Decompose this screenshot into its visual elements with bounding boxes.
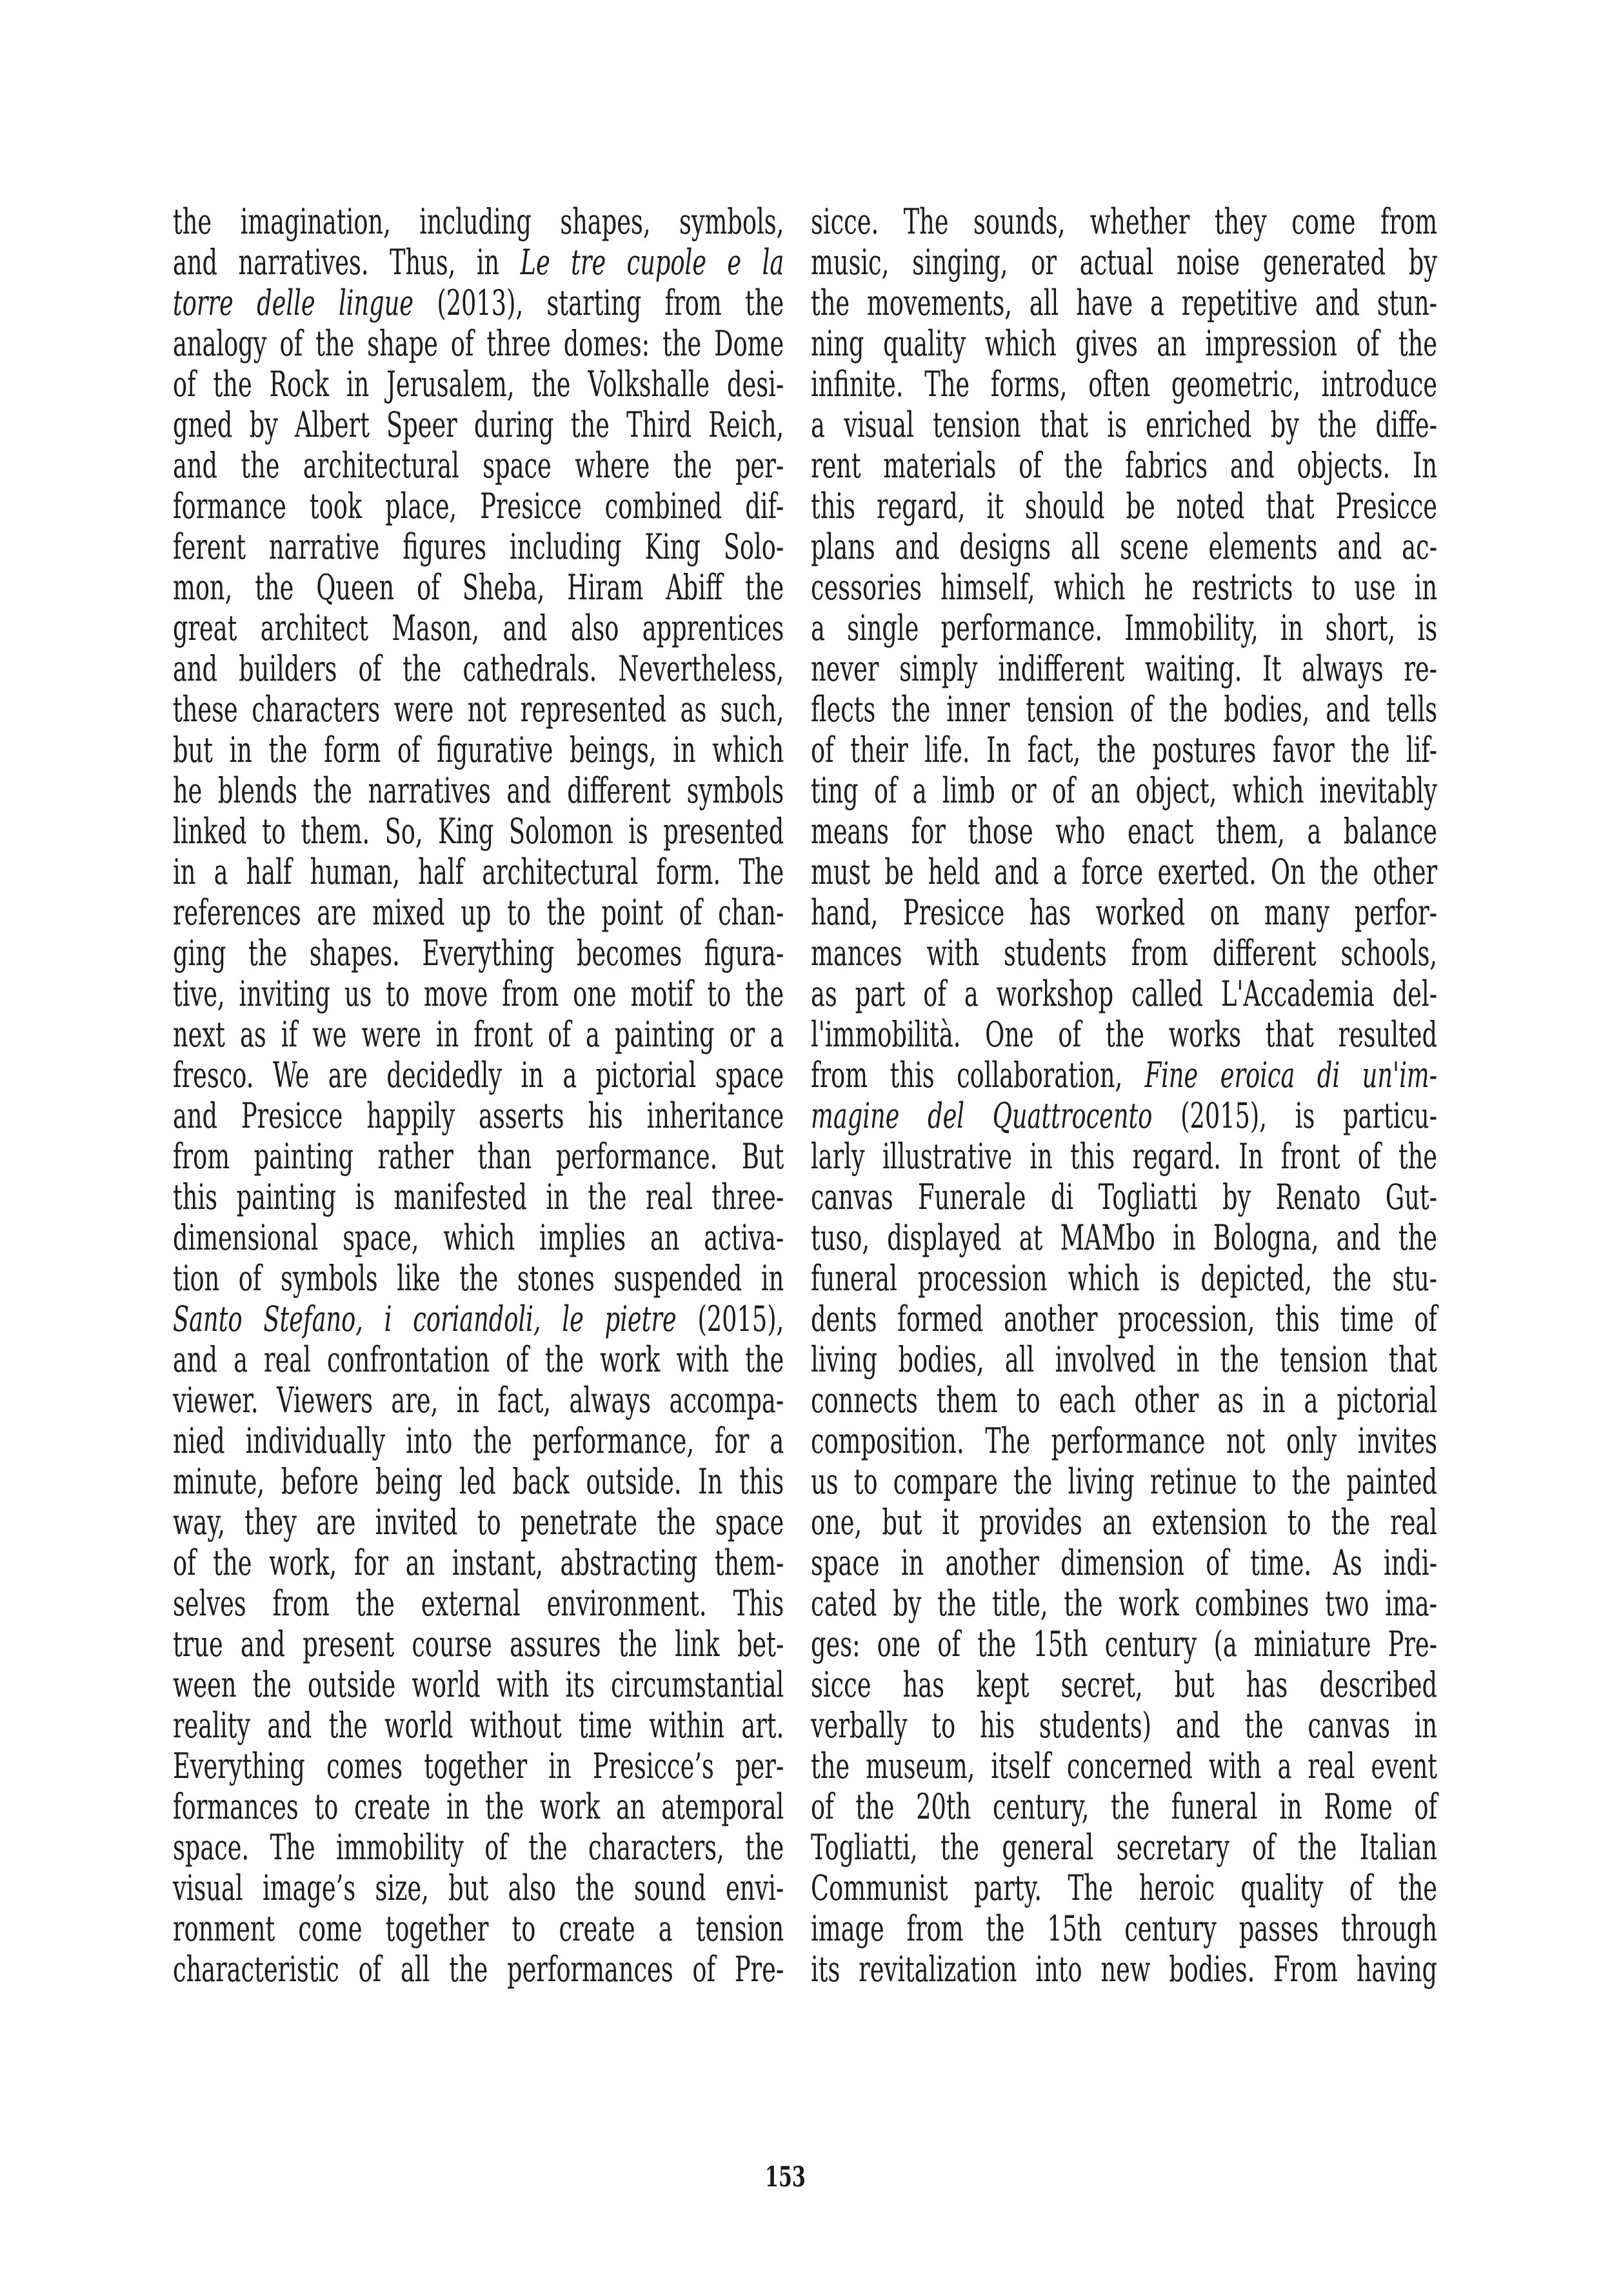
text-segment: of the Rock in Jerusalem, the Volkshalle desi- bbox=[173, 364, 784, 404]
text-line bbox=[173, 1136, 784, 1177]
text-line bbox=[173, 1339, 784, 1380]
text-column-right bbox=[811, 201, 1437, 1990]
text-line bbox=[173, 486, 784, 526]
text-line bbox=[173, 689, 784, 730]
text-line bbox=[811, 811, 1437, 852]
text-segment: and the architectural space where the per- bbox=[173, 445, 784, 486]
text-segment: he blends the narratives and different symbols bbox=[173, 770, 784, 811]
text-line bbox=[173, 242, 784, 283]
text-segment: but in the form of figurative beings, in which bbox=[173, 730, 784, 770]
text-line bbox=[811, 1380, 1437, 1421]
text-segment: true and present course assures the link bet- bbox=[173, 1624, 784, 1664]
page-number: 153 bbox=[765, 2161, 806, 2193]
text-segment: ronment come together to create a tension bbox=[173, 1908, 784, 1949]
text-line bbox=[811, 730, 1437, 770]
text-line bbox=[811, 1177, 1437, 1217]
text-line bbox=[811, 283, 1437, 323]
text-segment: nied individually into the performance, for a bbox=[173, 1421, 784, 1461]
text-segment: of the work, for an instant, abstracting them- bbox=[173, 1542, 784, 1583]
text-line bbox=[811, 1746, 1437, 1786]
text-segment: flects the inner tension of the bodies, and tells bbox=[811, 689, 1438, 730]
text-segment: rent materials of the fabrics and objects. In bbox=[811, 445, 1438, 486]
text-line bbox=[173, 1014, 784, 1055]
text-segment: composition. The performance not only invites bbox=[811, 1421, 1438, 1461]
text-line bbox=[173, 1380, 784, 1421]
text-line bbox=[811, 526, 1437, 567]
text-segment: dimensional space, which implies an activa- bbox=[173, 1217, 784, 1258]
text-segment: tuso, displayed at MAMbo in Bologna, and the bbox=[811, 1217, 1438, 1258]
text-line bbox=[811, 1055, 1437, 1095]
text-segment: space in another dimension of time. As indi- bbox=[811, 1542, 1438, 1583]
text-line bbox=[811, 445, 1437, 486]
text-segment: reality and the world without time within art. bbox=[173, 1705, 784, 1746]
text-line bbox=[811, 1299, 1437, 1339]
text-segment: the museum, itself concerned with a real event bbox=[811, 1746, 1438, 1786]
text-segment: and narratives. Thus, in bbox=[173, 242, 521, 283]
text-segment: larly illustrative in this regard. In front of the bbox=[811, 1136, 1438, 1177]
text-line bbox=[173, 892, 784, 933]
text-line bbox=[173, 1624, 784, 1664]
text-column-left bbox=[173, 201, 784, 1990]
text-line bbox=[811, 973, 1437, 1014]
text-line bbox=[173, 608, 784, 648]
text-segment: minute, before being led back outside. In this bbox=[173, 1461, 784, 1502]
text-segment: Communist party. The heroic quality of the bbox=[811, 1868, 1438, 1908]
text-line bbox=[811, 364, 1437, 404]
text-line bbox=[173, 1705, 784, 1746]
text-segment: image from the 15th century passes through bbox=[811, 1908, 1438, 1949]
italic-text-segment: Fine eroica di un'im- bbox=[1144, 1055, 1438, 1095]
text-segment: its revitalization into new bodies. From having bbox=[811, 1949, 1438, 1990]
text-line bbox=[811, 933, 1437, 973]
text-segment: next as if we were in front of a painting or a bbox=[173, 1014, 784, 1055]
text-line bbox=[173, 1461, 784, 1502]
text-segment: and builders of the cathedrals. Nevertheless, bbox=[173, 648, 784, 689]
text-segment: (2015), bbox=[676, 1299, 784, 1339]
italic-text-segment: Le tre cupole e la bbox=[520, 242, 784, 283]
text-segment: analogy of the shape of three domes: the Dome bbox=[173, 323, 784, 364]
text-segment: a visual tension that is enriched by the diffe- bbox=[811, 404, 1438, 445]
text-line bbox=[811, 1542, 1437, 1583]
text-segment: as part of a workshop called L'Accademia del- bbox=[811, 973, 1438, 1014]
text-line bbox=[173, 404, 784, 445]
text-line bbox=[173, 526, 784, 567]
text-line bbox=[173, 1258, 784, 1299]
text-line bbox=[173, 770, 784, 811]
text-line bbox=[173, 648, 784, 689]
text-line bbox=[811, 1339, 1437, 1380]
text-line bbox=[811, 1868, 1437, 1908]
text-segment: fresco. We are decidedly in a pictorial space bbox=[173, 1055, 784, 1095]
text-segment: hand, Presicce has worked on many perfor- bbox=[811, 892, 1438, 933]
text-line bbox=[811, 1217, 1437, 1258]
text-line bbox=[811, 1258, 1437, 1299]
text-segment: ning quality which gives an impression of the bbox=[811, 323, 1438, 364]
text-segment: sicce. The sounds, whether they come from bbox=[811, 201, 1438, 242]
text-line bbox=[811, 1421, 1437, 1461]
text-segment: references are mixed up to the point of chan- bbox=[173, 892, 784, 933]
text-segment: in a half human, half architectural form. The bbox=[173, 852, 784, 892]
text-line bbox=[811, 1461, 1437, 1502]
text-segment: and a real confrontation of the work with the bbox=[173, 1339, 784, 1380]
text-segment: these characters were not represented as such, bbox=[173, 689, 784, 730]
text-segment: of the 20th century, the funeral in Rome of bbox=[811, 1786, 1438, 1827]
text-line bbox=[173, 1217, 784, 1258]
text-line bbox=[173, 1177, 784, 1217]
text-line bbox=[173, 323, 784, 364]
text-segment: canvas Funerale di Togliatti by Renato Gut- bbox=[811, 1177, 1438, 1217]
text-line bbox=[811, 1583, 1437, 1624]
text-line bbox=[811, 1786, 1437, 1827]
text-segment: visual image’s size, but also the sound envi- bbox=[173, 1868, 784, 1908]
text-segment: from this collaboration, bbox=[811, 1055, 1145, 1095]
text-line bbox=[811, 1664, 1437, 1705]
text-line bbox=[811, 242, 1437, 283]
text-line bbox=[811, 892, 1437, 933]
text-segment: plans and designs all scene elements and ac- bbox=[811, 526, 1438, 567]
text-segment: ween the outside world with its circumstantial bbox=[173, 1664, 784, 1705]
text-line bbox=[811, 201, 1437, 242]
text-segment: formance took place, Presicce combined dif- bbox=[173, 486, 784, 526]
text-line bbox=[173, 1502, 784, 1542]
text-segment: one, but it provides an extension to the real bbox=[811, 1502, 1438, 1542]
text-segment: from painting rather than performance. But bbox=[173, 1136, 784, 1177]
text-line bbox=[811, 648, 1437, 689]
text-segment: way, they are invited to penetrate the space bbox=[173, 1502, 784, 1542]
text-line bbox=[811, 1095, 1437, 1136]
text-segment: this painting is manifested in the real three- bbox=[173, 1177, 784, 1217]
text-segment: and Presicce happily asserts his inheritance bbox=[173, 1095, 784, 1136]
text-segment: the imagination, including shapes, symbols, bbox=[173, 201, 784, 242]
text-line bbox=[811, 323, 1437, 364]
italic-text-segment: Santo Stefano, i coriandoli, le pietre bbox=[173, 1299, 677, 1339]
text-line bbox=[173, 1908, 784, 1949]
text-segment: Togliatti, the general secretary of the Italian bbox=[811, 1827, 1438, 1868]
text-line bbox=[811, 608, 1437, 648]
text-segment: music, singing, or actual noise generated by bbox=[811, 242, 1438, 283]
text-segment: cated by the title, the work combines two ima- bbox=[811, 1583, 1438, 1624]
text-line bbox=[811, 486, 1437, 526]
text-segment: space. The immobility of the characters, the bbox=[173, 1827, 784, 1868]
text-segment: a single performance. Immobility, in short, is bbox=[811, 608, 1438, 648]
text-line bbox=[173, 730, 784, 770]
text-line bbox=[811, 689, 1437, 730]
text-line bbox=[173, 1299, 784, 1339]
text-line bbox=[173, 567, 784, 608]
text-segment: of their life. In fact, the postures favor the lif- bbox=[811, 730, 1438, 770]
text-segment: this regard, it should be noted that Presicce bbox=[811, 486, 1438, 526]
text-segment: tion of symbols like the stones suspended in bbox=[173, 1258, 784, 1299]
text-line bbox=[173, 1095, 784, 1136]
text-line bbox=[173, 1786, 784, 1827]
text-line bbox=[173, 1664, 784, 1705]
text-segment: selves from the external environment. This bbox=[173, 1583, 784, 1624]
text-line bbox=[173, 933, 784, 973]
text-segment: must be held and a force exerted. On the other bbox=[811, 852, 1438, 892]
text-segment: viewer. Viewers are, in fact, always accompa- bbox=[173, 1380, 784, 1421]
text-line bbox=[173, 1949, 784, 1990]
text-line bbox=[173, 1421, 784, 1461]
text-segment: ging the shapes. Everything becomes figura- bbox=[173, 933, 784, 973]
text-line bbox=[173, 811, 784, 852]
text-segment: the movements, all have a repetitive and stun- bbox=[811, 283, 1438, 323]
text-segment: means for those who enact them, a balance bbox=[811, 811, 1438, 852]
text-segment: great architect Mason, and also apprentices bbox=[173, 608, 784, 648]
text-line bbox=[811, 1502, 1437, 1542]
text-segment: sicce has kept secret, but has described bbox=[811, 1664, 1438, 1705]
text-segment: formances to create in the work an atemporal bbox=[173, 1786, 784, 1827]
text-segment: dents formed another procession, this time of bbox=[811, 1299, 1438, 1339]
text-segment: funeral procession which is depicted, the stu- bbox=[811, 1258, 1438, 1299]
text-segment: ges: one of the 15th century (a miniature Pre- bbox=[811, 1624, 1438, 1664]
text-line bbox=[811, 1624, 1437, 1664]
text-segment: mances with students from different schools, bbox=[811, 933, 1438, 973]
text-segment: never simply indifferent waiting. It always re- bbox=[811, 648, 1438, 689]
text-line bbox=[173, 445, 784, 486]
text-line bbox=[173, 283, 784, 323]
text-line bbox=[811, 1908, 1437, 1949]
text-line bbox=[173, 364, 784, 404]
text-line bbox=[811, 852, 1437, 892]
text-line bbox=[811, 404, 1437, 445]
text-line bbox=[173, 1827, 784, 1868]
text-segment: cessories himself, which he restricts to use in bbox=[811, 567, 1438, 608]
text-line bbox=[811, 1705, 1437, 1746]
text-segment: (2013), starting from the bbox=[413, 283, 784, 323]
text-line bbox=[811, 1014, 1437, 1055]
text-line bbox=[811, 1827, 1437, 1868]
text-line bbox=[173, 1868, 784, 1908]
text-segment: l'immobilità. One of the works that resulted bbox=[811, 1014, 1438, 1055]
text-segment: connects them to each other as in a pictorial bbox=[811, 1380, 1438, 1421]
text-segment: infinite. The forms, often geometric, introduce bbox=[811, 364, 1438, 404]
text-line bbox=[811, 770, 1437, 811]
text-segment: (2015), is particu- bbox=[1152, 1095, 1438, 1136]
text-line bbox=[811, 1949, 1437, 1990]
text-line bbox=[173, 1055, 784, 1095]
text-line bbox=[173, 1583, 784, 1624]
text-segment: mon, the Queen of Sheba, Hiram Abiff the bbox=[173, 567, 784, 608]
text-segment: verbally to his students) and the canvas in bbox=[811, 1705, 1438, 1746]
text-segment: living bodies, all involved in the tension that bbox=[811, 1339, 1438, 1380]
text-line bbox=[173, 1542, 784, 1583]
text-line bbox=[173, 1746, 784, 1786]
text-segment: linked to them. So, King Solomon is presented bbox=[173, 811, 784, 852]
text-segment: gned by Albert Speer during the Third Reich, bbox=[173, 404, 784, 445]
text-line bbox=[811, 1136, 1437, 1177]
text-segment: tive, inviting us to move from one motif to the bbox=[173, 973, 784, 1014]
text-segment: ferent narrative figures including King Solo- bbox=[173, 526, 784, 567]
text-segment: us to compare the living retinue to the painted bbox=[811, 1461, 1438, 1502]
italic-text-segment: torre delle lingue bbox=[173, 283, 413, 323]
text-segment: Everything comes together in Presicce’s per- bbox=[173, 1746, 784, 1786]
text-line bbox=[173, 201, 784, 242]
text-segment: ting of a limb or of an object, which inevitably bbox=[811, 770, 1438, 811]
italic-text-segment: magine del Quattrocento bbox=[811, 1095, 1153, 1136]
text-line bbox=[173, 973, 784, 1014]
text-line bbox=[811, 567, 1437, 608]
text-segment: characteristic of all the performances of Pre- bbox=[173, 1949, 784, 1990]
text-line bbox=[173, 852, 784, 892]
